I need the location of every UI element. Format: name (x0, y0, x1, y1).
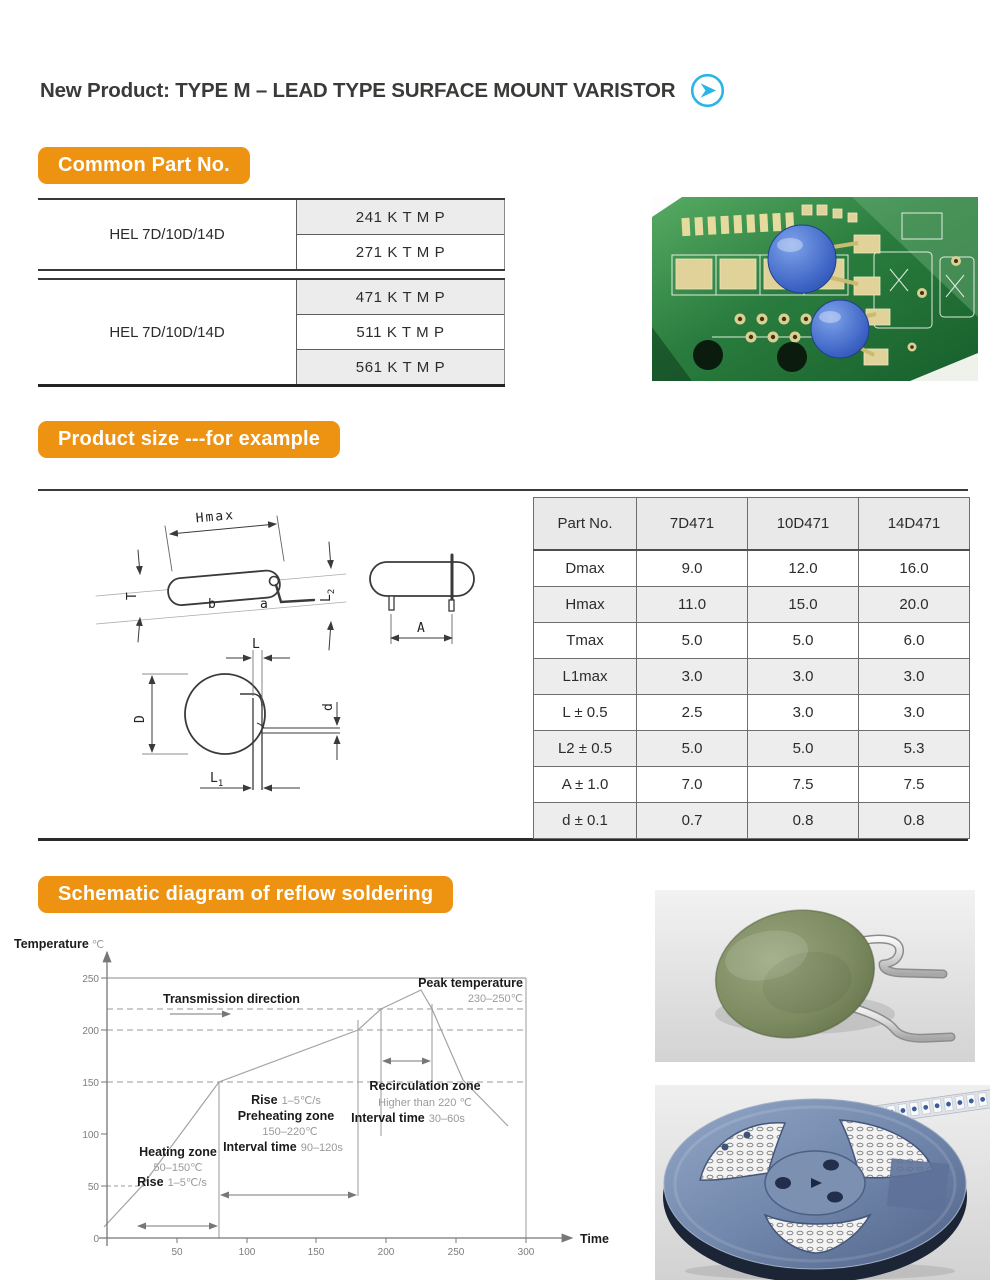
svg-text:50: 50 (87, 1182, 99, 1193)
dim-label-b: b (208, 597, 216, 612)
preheating-range: 150–220℃ (262, 1126, 318, 1138)
product-size-table (533, 497, 970, 839)
svg-text:250: 250 (447, 1247, 465, 1258)
size-row-label: L1max (534, 659, 637, 695)
page-title: New Product: TYPE M – LEAD TYPE SURFACE MOUNT VARISTOR (40, 78, 676, 102)
size-cell: 15.0 (748, 587, 859, 623)
size-col-header: 10D471 (748, 498, 859, 551)
part-number: 561 K T M P (297, 349, 504, 384)
size-cell: 6.0 (859, 623, 970, 659)
peak-temperature-label: Peak temperature (418, 976, 523, 990)
size-col-header: 14D471 (859, 498, 970, 551)
section-banner-common-part: Common Part No. (38, 147, 250, 184)
part-number: 471 K T M P (297, 280, 504, 314)
x-axis-label: Time (580, 1232, 609, 1246)
dim-label-l: L (252, 637, 260, 652)
size-row-label: Dmax (534, 550, 637, 587)
dim-label-a-span: A (417, 621, 425, 636)
size-cell: 16.0 (859, 550, 970, 587)
svg-text:300: 300 (517, 1247, 535, 1258)
peak-temperature-value: 230–250℃ (467, 993, 523, 1005)
forward-arrow-icon[interactable] (689, 72, 726, 109)
part-group (38, 278, 505, 387)
part-number: 241 K T M P (297, 200, 504, 234)
dim-label-small-d: d (321, 703, 336, 711)
reel-photo (655, 1085, 990, 1280)
svg-text:150: 150 (82, 1078, 99, 1089)
size-cell: 5.0 (748, 731, 859, 767)
size-cell: 11.0 (637, 587, 748, 623)
size-row (534, 587, 970, 623)
size-cell: 3.0 (637, 659, 748, 695)
size-cell: 3.0 (859, 695, 970, 731)
origin-label: 0 (93, 1234, 99, 1245)
size-cell: 0.7 (637, 803, 748, 839)
part-numbers (297, 280, 505, 384)
size-row (534, 767, 970, 803)
dimension-drawing (38, 492, 530, 838)
size-cell: 7.0 (637, 767, 748, 803)
size-cell: 5.0 (748, 623, 859, 659)
size-row-label: Hmax (534, 587, 637, 623)
section-banner-reflow: Schematic diagram of reflow soldering (38, 876, 453, 913)
preheating-interval: Interval time 90–120s (223, 1140, 343, 1154)
heating-zone-label: Heating zone (139, 1145, 217, 1159)
svg-text:200: 200 (377, 1247, 395, 1258)
dim-label-big-d: D (133, 715, 148, 723)
size-header-row (534, 498, 970, 551)
recirculation-interval: Interval time 30–60s (351, 1111, 465, 1125)
reflow-profile-chart (0, 928, 620, 1282)
size-row (534, 659, 970, 695)
side-view (96, 508, 346, 650)
header (40, 72, 726, 109)
dim-label-hmax: Hmax (195, 507, 236, 527)
tape-reel (663, 1099, 967, 1280)
y-axis-label: Temperature ℃ (14, 937, 105, 951)
svg-text:200: 200 (82, 1026, 99, 1037)
part-number: 511 K T M P (297, 314, 504, 349)
common-part-table (38, 198, 505, 387)
size-cell: 5.0 (637, 623, 748, 659)
size-row-label: L ± 0.5 (534, 695, 637, 731)
svg-text:250: 250 (82, 974, 99, 985)
preheating-zone-label: Preheating zone (237, 1109, 335, 1123)
size-row (534, 731, 970, 767)
varistor-photo (655, 890, 975, 1062)
front-view (133, 637, 340, 790)
size-row (534, 695, 970, 731)
y-tick-labels (82, 974, 99, 1193)
size-cell: 2.5 (637, 695, 748, 731)
recirculation-zone-label: Recirculation zone (369, 1079, 481, 1093)
size-cell: 0.8 (859, 803, 970, 839)
recirculation-condition: Higher than 220 ℃ (378, 1097, 472, 1109)
size-cell: 5.3 (859, 731, 970, 767)
size-cell: 3.0 (748, 695, 859, 731)
dim-label-a: a (260, 597, 268, 612)
section-divider-top (38, 489, 968, 491)
part-group (38, 198, 505, 271)
top-view (370, 555, 474, 644)
part-numbers (297, 200, 505, 269)
section-banner-product-size: Product size ---for example (38, 421, 340, 458)
size-cell: 12.0 (748, 550, 859, 587)
size-cell: 9.0 (637, 550, 748, 587)
dim-label-t: T (125, 592, 140, 600)
preheat-rise: Rise 1–5℃/s (251, 1093, 321, 1107)
size-col-header: Part No. (534, 498, 637, 551)
size-cell: 20.0 (859, 587, 970, 623)
size-row (534, 623, 970, 659)
size-cell: 0.8 (748, 803, 859, 839)
part-number: 271 K T M P (297, 234, 504, 269)
size-row-label: d ± 0.1 (534, 803, 637, 839)
size-row-label: Tmax (534, 623, 637, 659)
part-family: HEL 7D/10D/14D (38, 200, 297, 269)
svg-text:150: 150 (307, 1247, 325, 1258)
size-cell: 3.0 (748, 659, 859, 695)
size-col-header: 7D471 (637, 498, 748, 551)
dim-label-l1: $L_1$ (210, 771, 224, 789)
size-cell: 7.5 (859, 767, 970, 803)
size-row-label: L2 ± 0.5 (534, 731, 637, 767)
svg-text:100: 100 (238, 1247, 256, 1258)
size-row (534, 550, 970, 587)
size-cell: 5.0 (637, 731, 748, 767)
dim-label-l2: $L_2$ (319, 588, 337, 602)
transmission-direction-label: Transmission direction (163, 992, 300, 1006)
size-row-label: A ± 1.0 (534, 767, 637, 803)
x-tick-labels (171, 1247, 534, 1258)
size-row (534, 803, 970, 839)
pcb-photo (652, 197, 978, 381)
size-cell: 7.5 (748, 767, 859, 803)
heating-rise: Rise 1–5℃/s (137, 1175, 207, 1189)
svg-text:50: 50 (171, 1247, 183, 1258)
heating-range: 50–150℃ (153, 1162, 203, 1174)
size-cell: 3.0 (859, 659, 970, 695)
svg-text:100: 100 (82, 1130, 99, 1141)
part-family: HEL 7D/10D/14D (38, 280, 297, 384)
